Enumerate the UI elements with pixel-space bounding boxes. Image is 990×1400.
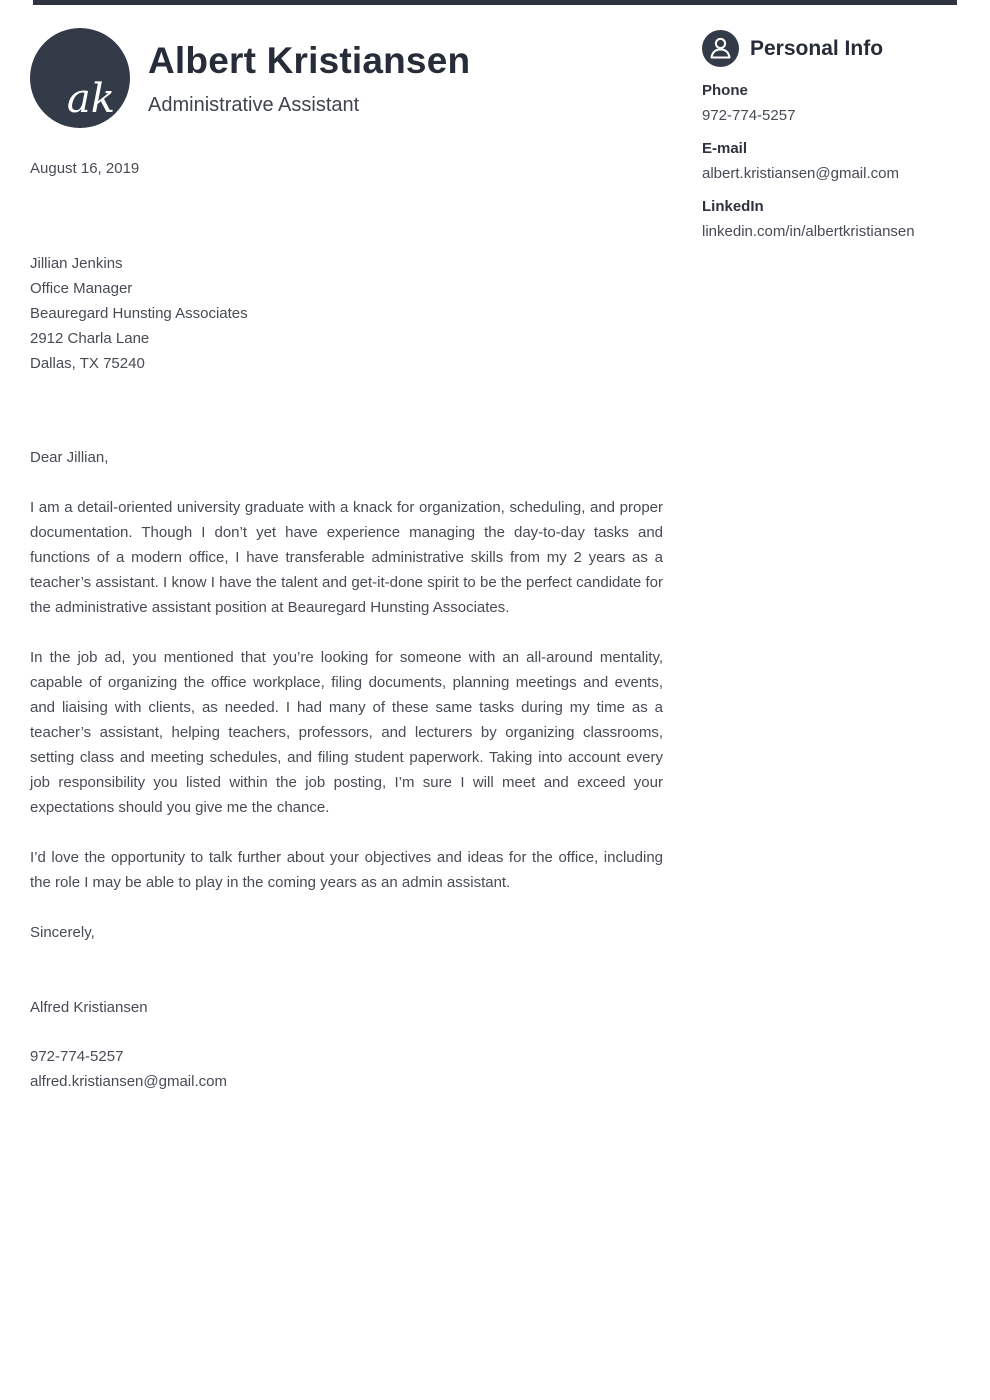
header — [148, 40, 470, 117]
linkedin-value: linkedin.com/in/albertkristiansen — [702, 223, 915, 240]
personal-info-sidebar — [702, 30, 964, 252]
contact-group-phone — [702, 78, 964, 128]
recipient-street: 2912 Charla Lane — [30, 330, 150, 347]
phone-value: 972-774-5257 — [702, 107, 796, 124]
page-title: Albert Kristiansen — [148, 40, 471, 81]
top-accent-bar — [33, 0, 957, 5]
recipient-title: Office Manager — [30, 280, 133, 297]
salutation: Dear Jillian, — [30, 449, 109, 466]
personal-info-title: Personal Info — [750, 36, 884, 60]
recipient-company: Beauregard Hunsting Associates — [30, 305, 248, 322]
personal-info-heading — [702, 30, 964, 67]
recipient-city: Dallas, TX 75240 — [30, 355, 145, 372]
paragraph-1: I am a detail-oriented university graduate with a knack for organization, scheduling, and proper documentation. Though I don’t yet have experience managing the day-to-day tasks and functions of a modern office, I have transferable administrative skills from my 2 years as a teacher’s assistant. I know I have the talent and get-it-done spirit to be the perfect candidate for the administrative assistant position at Beauregard Hunsting Associates. — [30, 499, 663, 616]
paragraph-2: In the job ad, you mentioned that you’re looking for someone with an all-around mentality, capable of organizing the office workplace, filing documents, planning meetings and events, and liaising with clients, as needed. I had many of these same tasks during my time as a teacher’s assistant, helping teachers, professors, and lecturers by organizing classrooms, setting class and meeting schedules, and filing student paperwork. Taking into account every job responsibility you listed within the job posting, I’m sure I will meet and exceed your expectations should you give me the chance. — [30, 649, 663, 816]
recipient-name: Jillian Jenkins — [30, 255, 123, 272]
email-label: E-mail — [702, 140, 748, 157]
signature-name: Alfred Kristiansen — [30, 999, 148, 1016]
closing: Sincerely, — [30, 924, 95, 941]
signature-contact — [30, 1044, 663, 1094]
job-title: Administrative Assistant — [148, 94, 360, 116]
phone-label: Phone — [702, 82, 748, 99]
letter-body — [30, 156, 663, 1094]
avatar-initials: ak — [66, 76, 115, 122]
contact-group-linkedin — [702, 194, 964, 244]
email-value: albert.kristiansen@gmail.com — [702, 165, 899, 182]
signature-phone: 972-774-5257 — [30, 1048, 124, 1065]
recipient-block — [30, 251, 663, 376]
paragraph-3: I’d love the opportunity to talk further about your objectives and ideas for the office, including the role I may be able to play in the coming years as an admin assistant. — [30, 849, 663, 891]
linkedin-label: LinkedIn — [702, 198, 764, 215]
avatar — [30, 28, 130, 128]
signature-email: alfred.kristiansen@gmail.com — [30, 1073, 227, 1090]
contact-group-email — [702, 136, 964, 186]
letter-date: August 16, 2019 — [30, 160, 140, 177]
person-icon — [702, 30, 739, 67]
